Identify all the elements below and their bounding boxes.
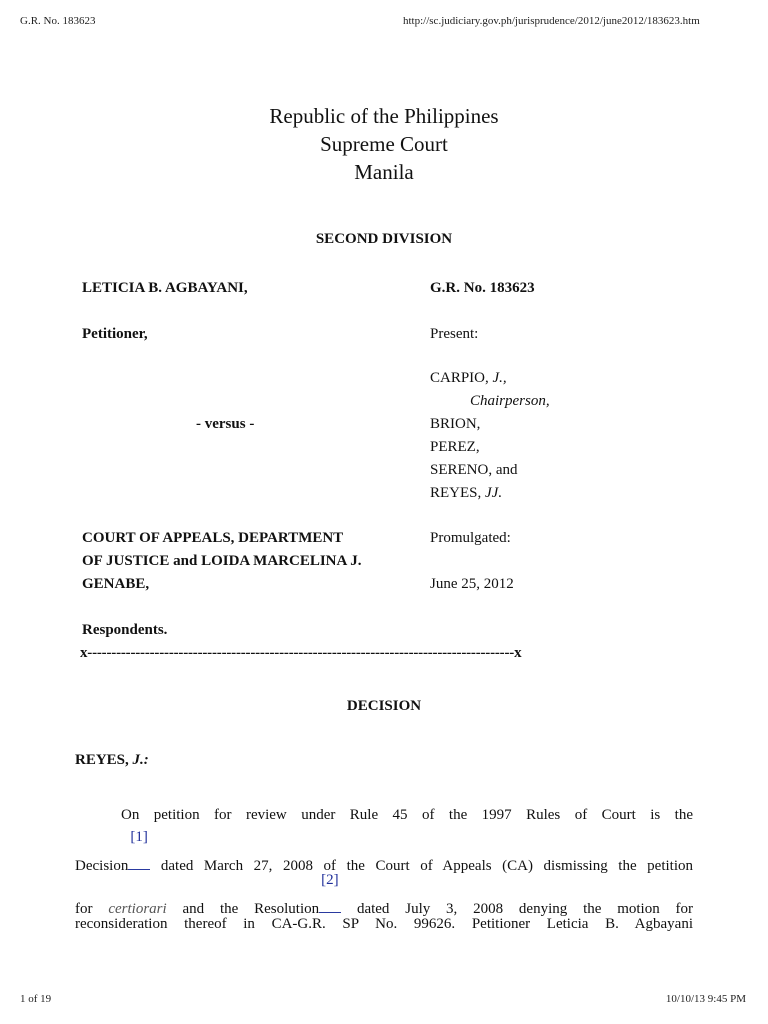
separator-line: x-----------------------------------------------------------------------------------------x xyxy=(80,645,522,661)
page-footer-page-count: 1 of 19 xyxy=(20,993,52,1005)
footnote-1-label[interactable]: [1] xyxy=(130,829,148,845)
ponente-name: REYES, xyxy=(75,752,129,768)
body-line-4: reconsideration thereof in CA-G.R. SP No. 99626. Petitioner Leticia B. Agbayani xyxy=(75,916,693,932)
justice-reyes-name: REYES, xyxy=(430,485,482,501)
body-line-3-end: dated July 3, 2008 denying the motion for xyxy=(341,901,694,917)
body-line-2-start: Decision xyxy=(75,858,129,874)
division-heading: SECOND DIVISION xyxy=(315,231,453,247)
court-heading xyxy=(0,102,768,186)
footnote-link-1[interactable] xyxy=(128,829,150,870)
petitioner-name: LETICIA B. AGBAYANI, xyxy=(82,280,248,296)
court-supreme: Supreme Court xyxy=(320,132,448,156)
body-line-3-certiorari: certiorari xyxy=(108,901,167,917)
justice-brion: BRION, xyxy=(430,416,481,432)
justice-sereno: SERENO, and xyxy=(430,462,518,478)
body-line-2 xyxy=(75,829,693,875)
ponente xyxy=(75,752,149,769)
ponente-title: J.: xyxy=(132,752,149,768)
versus-label: - versus - xyxy=(196,416,255,432)
promulgated-label: Promulgated: xyxy=(430,530,511,546)
page-footer-datetime: 10/10/13 9:45 PM xyxy=(665,993,746,1005)
justice-chairperson: Chairperson, xyxy=(470,393,550,409)
body-line-1: On petition for review under Rule 45 of the 1997 Rules of Court is the xyxy=(121,807,693,823)
page-header-url: http://sc.judiciary.gov.ph/jurisprudence/2012/june2012/183623.htm xyxy=(403,15,700,27)
justice-perez: PEREZ, xyxy=(430,439,480,455)
decision-title: DECISION xyxy=(346,698,422,714)
footnote-2-label[interactable]: [2] xyxy=(321,872,339,888)
respondents-label: Respondents. xyxy=(82,622,168,638)
body-line-3-mid: and the Resolution xyxy=(182,901,320,917)
justice-reyes xyxy=(430,482,502,505)
court-republic: Republic of the Philippines xyxy=(269,104,499,128)
petitioner-label: Petitioner, xyxy=(82,326,148,342)
promulgated-date: June 25, 2012 xyxy=(430,576,514,592)
footnote-link-2[interactable] xyxy=(319,872,341,913)
justice-carpio-name: CARPIO, xyxy=(430,370,489,386)
body-line-2-end: dated March 27, 2008 of the Court of Appeals (CA) dismissing the petition xyxy=(150,858,693,874)
respondents-line-2: OF JUSTICE and LOIDA MARCELINA J. xyxy=(82,553,362,569)
justice-reyes-title: JJ. xyxy=(485,485,503,501)
court-city: Manila xyxy=(354,160,414,184)
body-line-3-for: for xyxy=(75,901,93,917)
respondents-line-1: COURT OF APPEALS, DEPARTMENT xyxy=(82,530,344,546)
case-number: G.R. No. 183623 xyxy=(430,280,535,296)
respondents-line-3: GENABE, xyxy=(82,576,150,592)
justice-carpio-title: J., xyxy=(492,370,507,386)
present-label: Present: xyxy=(430,326,479,342)
body-line-3 xyxy=(75,872,694,918)
justice-carpio xyxy=(430,367,507,390)
page-header-title: G.R. No. 183623 xyxy=(20,15,96,27)
